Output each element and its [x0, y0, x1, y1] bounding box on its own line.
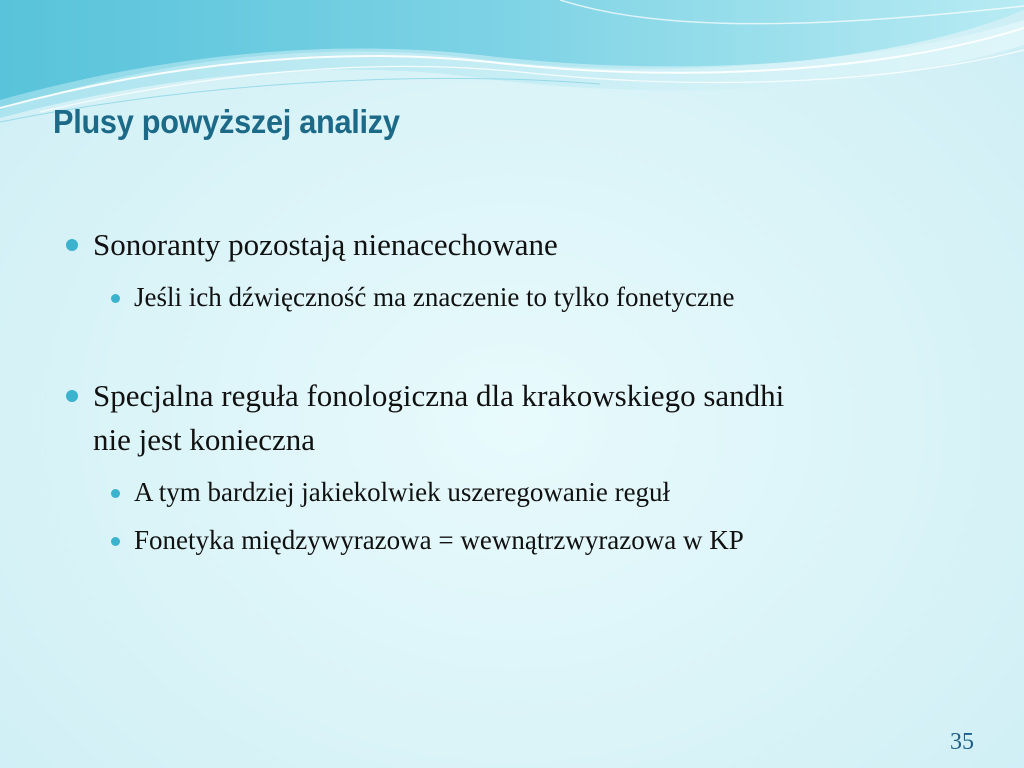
sub-bullet-dot-icon	[111, 294, 120, 303]
sub-bullet-item-1-1: Jeśli ich dźwięczność ma znaczenie to tylko fonetyczne	[134, 282, 735, 312]
slide-number: 35	[950, 729, 974, 755]
bullet-item-1: Sonoranty pozostają nienacechowane	[93, 227, 558, 262]
sub-bullet-dot-icon	[111, 537, 120, 546]
bullet-dot-icon	[66, 239, 78, 251]
bullet-dot-icon	[66, 390, 78, 402]
bullet-item-2-line-1: Specjalna reguła fonologiczna dla krakowskiego sandhi	[93, 378, 785, 413]
bullet-item-2-line-2: nie jest konieczna	[93, 422, 316, 457]
sub-bullet-item-2-2: Fonetyka międzywyrazowa = wewnątrzwyrazowa w KP	[134, 525, 744, 555]
slide-title: Plusy powyższej analizy	[53, 103, 400, 140]
sub-bullet-item-2-1: A tym bardziej jakiekolwiek uszeregowanie reguł	[134, 477, 671, 507]
sub-bullet-dot-icon	[111, 489, 120, 498]
